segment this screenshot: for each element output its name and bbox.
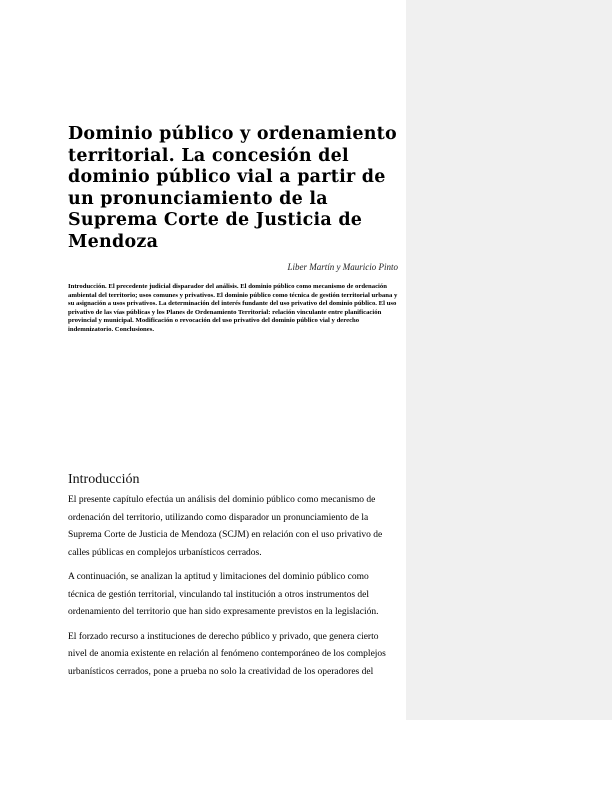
- paragraph: El presente capítulo efectúa un análisis del dominio público como mecanismo de ordenación del territorio, utilizando como disparador un pronunciamiento de la Suprema Corte de Justicia de Mendoza (SCJM) en relación con el uso privativo de calles públicas en complejos urbanísticos cerrados.: [68, 495, 383, 558]
- chapter-summary: Introducción. El precedente judicial disparador del análisis. El dominio público como mecanismo de ordenación ambiental del territorio; usos comunes y privativos. El dominio público como técnica de gestión territorial urbana y su asignación a usos privativos. La determinación del interés fundante del uso privativo del dominio público. El uso privativo de las vías públicas y los Planes de Ordenamiento Territorial: relación vinculante entre planificación provincial y municipal. Modificación o revocación del uso privativo del dominio público vial y derecho indemnizatorio. Conclusiones.: [68, 283, 398, 333]
- document-authors: Liber Martín y Mauricio Pinto: [287, 262, 398, 272]
- paragraph: A continuación, se analizan la aptitud y limitaciones del dominio público como técnica de gestión territorial, vinculando tal institución a otros instrumentos del ordenamiento del territorio que han sido expresamente previstos en la legislación.: [68, 572, 379, 617]
- body-text: [68, 492, 398, 688]
- document-title: Dominio público y ordenamiento territorial. La concesión del dominio público vial a partir de un pronunciamiento de la Suprema Corte de Justicia de Mendoza: [68, 124, 397, 252]
- section-heading: Introducción: [68, 472, 140, 487]
- page-bottom-gap: [0, 720, 612, 792]
- paragraph: El forzado recurso a instituciones de derecho público y privado, que genera cierto nivel de anomia existente en relación al fenómeno contemporáneo de los complejos urbanísticos cerrados, pone a prueba no solo la creatividad de los operadores del: [68, 631, 386, 677]
- comment-margin-pane: [406, 0, 612, 720]
